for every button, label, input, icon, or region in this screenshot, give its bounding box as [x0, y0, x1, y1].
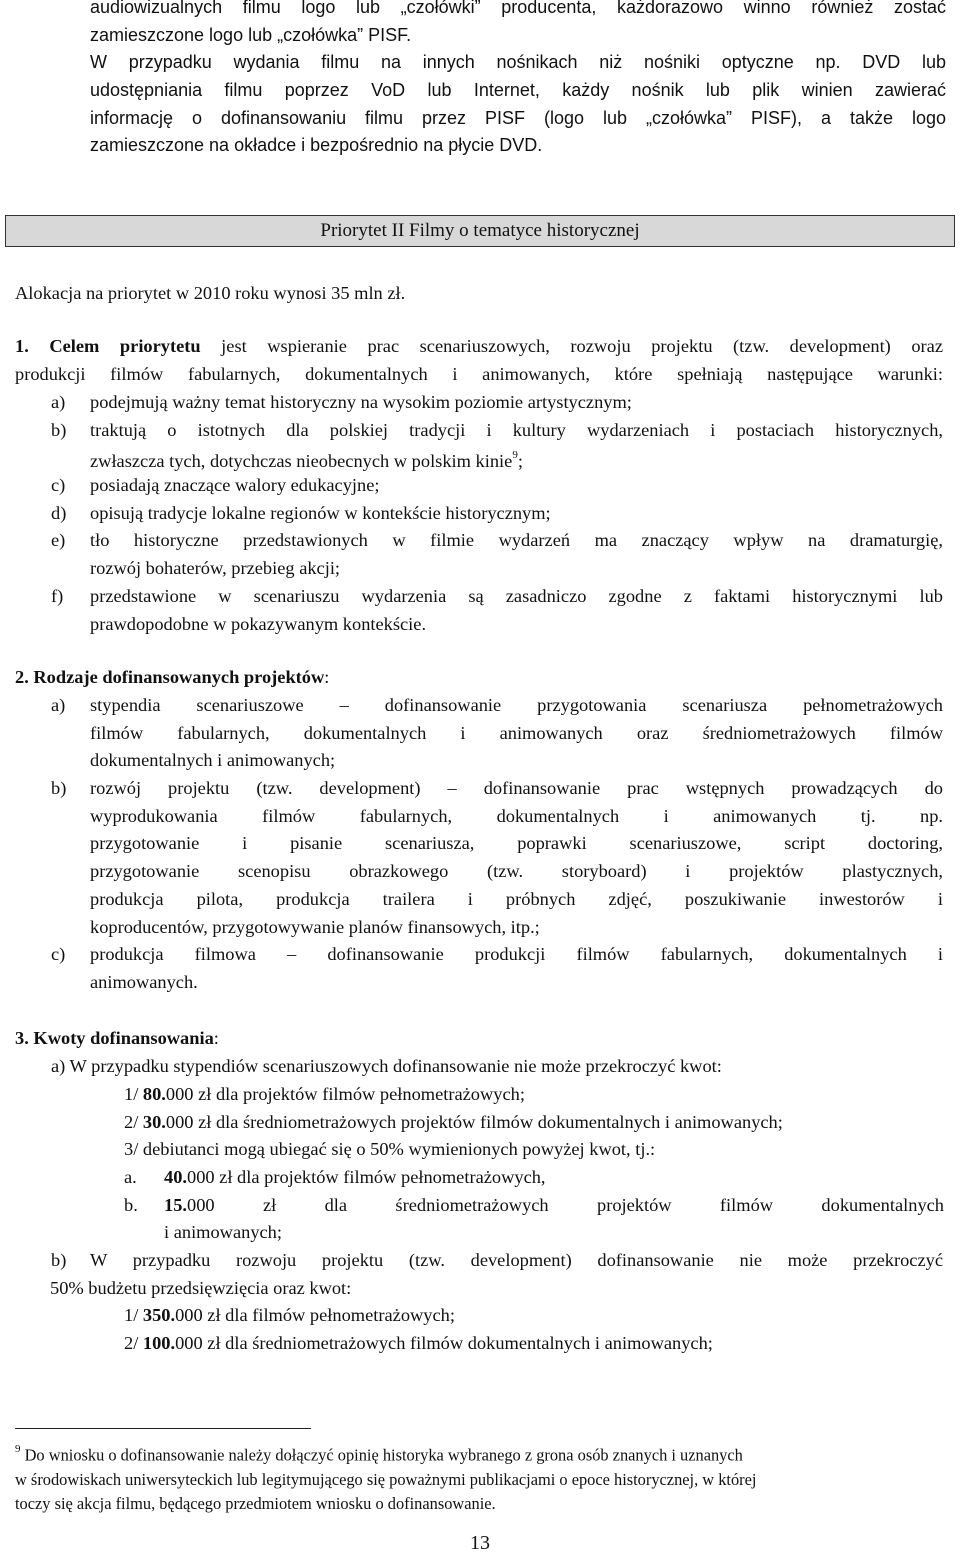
list-item-text: przygotowanie i pisanie scenariusza, poprawki scenariuszowe, script doctoring,: [90, 833, 943, 854]
amount-text: 000 zł dla projektów filmów pełnometrażowych,: [187, 1167, 546, 1187]
section-1-title: Celem priorytetu: [49, 336, 201, 356]
intro-line: zamieszczone na okładce i bezpośrednio na płycie DVD.: [90, 135, 543, 156]
list-item-label: f): [51, 585, 64, 606]
amount-item: [124, 1081, 944, 1109]
list-item: [15, 583, 943, 638]
list-item: [15, 472, 943, 500]
list-item: [15, 527, 943, 582]
list-item-text: rozwój projektu (tzw. development) – dofinansowanie prac wstępnych prowadzących do: [90, 778, 943, 799]
list-item: [15, 500, 943, 528]
section-1-list: [15, 389, 943, 638]
footnote-line: toczy się akcja filmu, będącego przedmiotem wniosku o dofinansowanie.: [15, 1494, 496, 1514]
section-2-heading: [15, 664, 329, 692]
amount-bold: 40.: [164, 1167, 187, 1187]
list-item-text: produkcja pilota, produkcja trailera i próbnych zdjęć, poszukiwanie inwestorów i: [90, 888, 943, 909]
list-item-text: [90, 444, 943, 472]
list-item-text: produkcja filmowa – dofinansowanie produkcji filmów fabularnych, dokumentalnych i: [90, 944, 943, 965]
footnote-reference[interactable]: 9: [512, 449, 518, 462]
amount-bold: 30.: [142, 1111, 166, 1132]
list-item-text: stypendia scenariuszowe – dofinansowanie przygotowania scenariusza pełnometrażowych: [90, 695, 943, 715]
amount-prefix: 1/: [124, 1305, 143, 1325]
amount-item: [124, 1136, 944, 1164]
section-2-title: Rodzaje dofinansowanych projektów: [33, 667, 325, 687]
amount-item: [124, 1109, 944, 1137]
amount-text: debiutanci mogą ubiegać się o 50% wymienionych powyżej kwot, tj.:: [142, 1139, 656, 1160]
list-item-label: d): [51, 502, 67, 523]
list-item-label: c): [51, 944, 66, 965]
amount-item: [124, 1330, 944, 1358]
amount-bold: 80.: [142, 1084, 166, 1104]
sub-item-label: a.: [124, 1167, 137, 1187]
list-item-text: W przypadku rozwoju projektu (tzw. development) dofinansowanie nie może przekroczyć: [90, 1250, 943, 1270]
list-item-text: przygotowanie scenopisu obrazkowego (tzw. storyboard) i projektów plastycznych,: [90, 861, 943, 882]
list-item-text: filmów fabularnych, dokumentalnych i animowanych oraz średniometrażowych filmów: [90, 722, 943, 743]
footnote-line: [15, 1439, 945, 1468]
footnote-line: w środowiskach uniwersyteckich lub legitymującego się poważnymi publikacjami o epoce historycznej, w której: [15, 1469, 757, 1489]
section-2-number: 2.: [15, 667, 29, 687]
intro-line: audiowizualnych filmu logo lub „czołówki” producenta, każdorazowo winno również zostać: [90, 0, 946, 17]
list-item-text: traktują o istotnych dla polskiej tradycji i kultury wydarzeniach i postaciach historycznych,: [90, 419, 943, 440]
footnote: [15, 1439, 945, 1517]
list-item-text: posiadają znaczące walory edukacyjne;: [90, 475, 380, 496]
section-3-a: a) W przypadku stypendiów scenariuszowych dofinansowanie nie może przekroczyć kwot:: [51, 1056, 722, 1076]
list-item: [15, 775, 943, 941]
intro-line: W przypadku wydania filmu na innych nośnikach niż nośniki optyczne np. DVD lub: [90, 52, 946, 73]
intro-line: informację o dofinansowaniu filmu przez PISF (logo lub „czołówka” PISF), a także logo: [90, 107, 946, 128]
list-item-label: a): [51, 392, 66, 412]
list-item-text-tail: ;: [517, 451, 523, 472]
sub-item-text: [164, 1164, 944, 1192]
list-item: [15, 389, 943, 417]
list-item-text: prawdopodobne w pokazywanym kontekście.: [90, 613, 427, 634]
list-item-text: dokumentalnych i animowanych;: [90, 750, 336, 771]
list-item-text: przedstawione w scenariuszu wydarzenia są zasadniczo zgodne z faktami historycznymi lub: [90, 585, 943, 606]
amount-text: 000 zł dla średniometrażowych filmów dokumentalnych i animowanych;: [175, 1332, 713, 1353]
amount-text: 000 zł dla filmów pełnometrażowych;: [175, 1305, 455, 1325]
section-3-heading: [15, 1025, 219, 1053]
list-item-text-part: zwłaszcza tych, dotychczas nieobecnych w polskim kinie: [90, 451, 513, 472]
list-item-text: tło historyczne przedstawionych w filmie wydarzeń ma znaczący wpływ na dramaturgię,: [90, 530, 943, 551]
list-item: [15, 417, 943, 472]
list-item-label: c): [51, 475, 66, 496]
list-item-label: b): [51, 419, 67, 440]
list-item-label: b): [51, 1250, 67, 1270]
sub-item-text: [164, 1192, 944, 1220]
section-1-number: 1.: [15, 336, 29, 356]
intro-line: zamieszczone logo lub „czołówka” PISF.: [90, 24, 412, 45]
sub-item-label: b.: [124, 1194, 138, 1215]
section-1-intro: [15, 333, 943, 361]
section-3-b-list: [124, 1302, 944, 1357]
amount-prefix: 3/: [124, 1139, 143, 1160]
section-2-colon: :: [324, 667, 330, 687]
amount-text: 000 zł dla projektów filmów pełnometrażowych;: [165, 1084, 525, 1104]
amount-prefix: 1/: [124, 1084, 143, 1104]
section-3-number: 3.: [15, 1028, 29, 1048]
section-2-list: [15, 692, 943, 997]
amount-prefix: 2/: [124, 1111, 143, 1132]
sub-item-text: i animowanych;: [164, 1222, 282, 1243]
list-item-text: wyprodukowania filmów fabularnych, dokumentalnych i animowanych tj. np.: [90, 805, 943, 826]
list-item-text: podejmują ważny temat historyczny na wysokim poziomie artystycznym;: [90, 392, 632, 412]
intro-line: udostępniania filmu poprzez VoD lub Internet, każdy nośnik lub plik winien zawierać: [90, 80, 946, 101]
amount-text: 000 zł dla średniometrażowych projektów filmów dokumentalnych i animowanych;: [165, 1111, 783, 1132]
section-3-a-list: [124, 1081, 944, 1164]
list-item-text: 50% budżetu przedsięwzięcia oraz kwot:: [50, 1277, 352, 1298]
list-item-text: animowanych.: [90, 971, 198, 992]
amount-bold: 100.: [142, 1332, 176, 1353]
allocation-text: Alokacja na priorytet w 2010 roku wynosi 35 mln zł.: [15, 283, 406, 303]
section-3-sub-list: [124, 1164, 944, 1247]
list-item-label: e): [51, 530, 66, 551]
section-3-b-item: [15, 1247, 943, 1302]
list-item-text: koproducentów, przygotowywanie planów finansowych, itp.;: [90, 916, 540, 937]
list-item-label: a): [51, 695, 66, 715]
footnote-number: 9: [15, 1443, 21, 1455]
amount-bold: 350.: [142, 1305, 176, 1325]
section-3-b: [15, 1247, 943, 1302]
section-3-colon: :: [213, 1028, 219, 1048]
amount-text: 000 zł dla średniometrażowych projektów filmów dokumentalnych: [187, 1194, 944, 1215]
section-3-title: Kwoty dofinansowania: [33, 1028, 214, 1048]
page-number: 13: [470, 1532, 490, 1554]
list-item-label: b): [51, 778, 67, 799]
amount-item: [124, 1302, 944, 1330]
amount-bold: 15.: [164, 1194, 187, 1215]
list-item-text: rozwój bohaterów, przebieg akcji;: [90, 558, 341, 579]
priority-heading: Priorytet II Filmy o tematyce historycznej: [5, 215, 955, 247]
list-item: [15, 692, 943, 775]
section-1: [15, 333, 943, 388]
sub-item: [124, 1164, 944, 1192]
intro-paragraph: [90, 0, 946, 160]
list-item-text: opisują tradycje lokalne regionów w kontekście historycznym;: [90, 502, 551, 523]
amount-prefix: 2/: [124, 1332, 143, 1353]
section-1-intro-text: jest wspieranie prac scenariuszowych, rozwoju projektu (tzw. development) oraz: [200, 336, 943, 356]
footnote-text: Do wniosku o dofinansowanie należy dołączyć opinię historyka wybranego z grona osób znanych i uznanych: [20, 1445, 743, 1465]
sub-item: [124, 1192, 944, 1247]
list-item: [15, 941, 943, 996]
footnote-separator: [15, 1428, 311, 1429]
section-1-intro-line2: produkcji filmów fabularnych, dokumentalnych i animowanych, które spełniają następujące warunki:: [15, 363, 943, 384]
